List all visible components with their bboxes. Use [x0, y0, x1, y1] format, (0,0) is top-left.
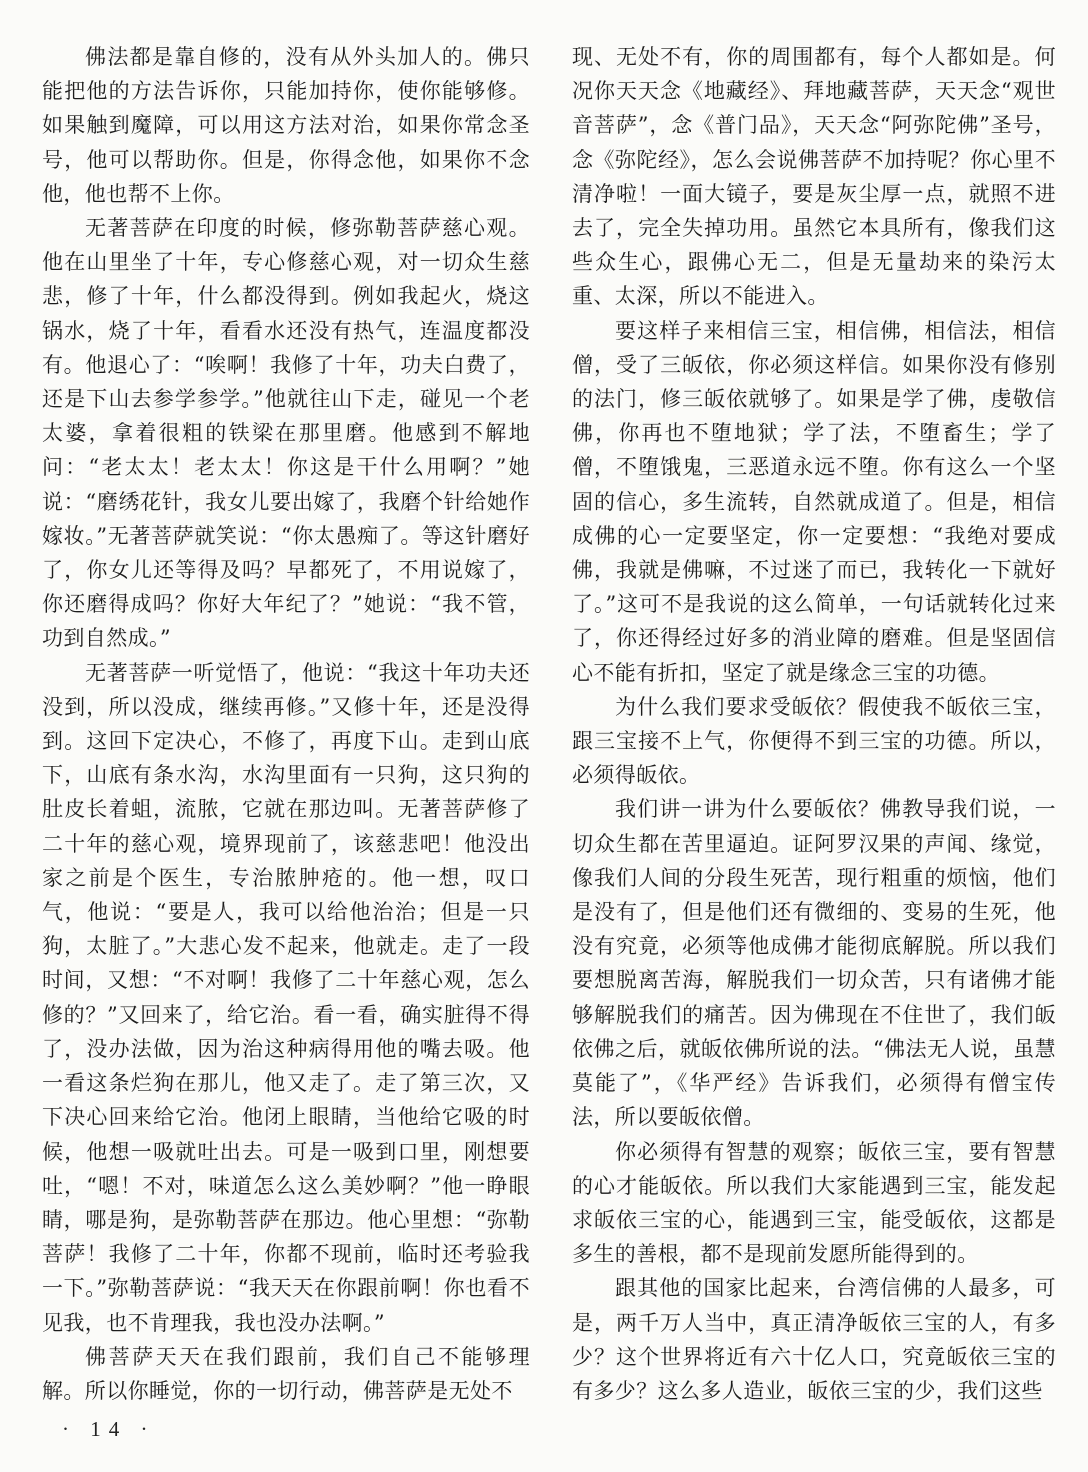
paragraph: 无著菩萨一听觉悟了，他说：“我这十年功夫还没到，所以没成，继续再修。”又修十年，还是没得到。这回下定决心，不修了，再度下山。走到山底下，山底有条水沟，水沟里面有一只狗，这只狗的肚皮长着蛆，流脓，它就在那边叫。无著菩萨修了二十年的慈心观，境界现前了，该慈悲吧！他没出家之前是个医生，专治脓肿疮的。他一想，叹口气，他说：“要是人，我可以给他治治；但是一只狗，太脏了。”大悲心发不起来，他就走。走了一段时间，又想：“不对啊！我修了二十年慈心观，怎么修的？”又回来了，给它治。看一看，确实脏得不得了，没办法做，因为治这种病得用他的嘴去吸。他一看这条烂狗在那儿，他又走了。走了第三次，又下决心回来给它治。他闭上眼睛，当他给它吸的时候，他想一吸就吐出去。可是一吸到口里，刚想要吐，“嗯！不对，味道怎么这么美妙啊？”他一睁眼睛，哪是狗，是弥勒菩萨在那边。他心里想：“弥勒菩萨！我修了二十年，你都不现前，临时还考验我一下。”弥勒菩萨说：“我天天在你跟前啊！你也看不见我，也不肯理我，我也没办法啊。” — [42, 660, 530, 1335]
page-number: · 14 · — [62, 1417, 156, 1441]
paragraph: 佛菩萨天天在我们跟前，我们自己不能够理解。所以你睡觉，你的一切行动，佛菩萨是无处不 — [42, 1344, 530, 1403]
paragraph: 佛法都是靠自修的，没有从外头加人的。佛只能把他的方法告诉你，只能加持你，使你能够修。如果触到魔障，可以用这方法对治，如果你常念圣号，他可以帮助你。但是，你得念他，如果你不念他，他也帮不上你。 — [42, 45, 530, 206]
paragraph-continued: 现、无处不有，你的周围都有，每个人都如是。何况你天天念《地藏经》、拜地藏菩萨，天天念“观世音菩萨”，念《普门品》，天天念“阿弥陀佛”圣号，念《弥陀经》，怎么会说佛菩萨不加持呢？你心里不清净啦！一面大镜子，要是灰尘厚一点，就照不进去了，完全失掉功用。虽然它本具所有，像我们这些众生心，跟佛心无二，但是无量劫来的染污太重、太深，所以不能进入。 — [572, 45, 1056, 309]
paragraph: 为什么我们要求受皈依？假使我不皈依三宝，跟三宝接不上气，你便得不到三宝的功德。所以，必须得皈依。 — [572, 694, 1056, 788]
right-text-column — [572, 40, 1056, 1408]
left-text-column — [42, 40, 530, 1408]
paragraph: 我们讲一讲为什么要皈依？佛教导我们说，一切众生都在苦里逼迫。证阿罗汉果的声闻、缘觉，像我们人间的分段生死苦，现行粗重的烦恼，他们是没有了，但是他们还有微细的、变易的生死，他没有究竟，必须等他成佛才能彻底解脱。所以我们要想脱离苦海，解脱我们一切众苦，只有诸佛才能够解脱我们的痛苦。因为佛现在不住世了，我们皈依佛之后，就皈依佛所说的法。“佛法无人说，虽慧莫能了”，《华严经》告诉我们，必须得有僧宝传法，所以要皈依僧。 — [572, 797, 1056, 1130]
paragraph: 无著菩萨在印度的时候，修弥勒菩萨慈心观。他在山里坐了十年，专心修慈心观，对一切众生慈悲，修了十年，什么都没得到。例如我起火，烧这锅水，烧了十年，看看水还没有热气，连温度都没有。他退心了：“唉啊！我修了十年，功夫白费了，还是下山去参学参学。”他就往山下走，碰见一个老太婆，拿着很粗的铁梁在那里磨。他感到不解地问：“老太太！老太太！你这是干什么用啊？”她说：“磨绣花针，我女儿要出嫁了，我磨个针给她作嫁妆。”无著菩萨就笑说：“你太愚痴了。等这针磨好了，你女儿还等得及吗？早都死了，不用说嫁了，你还磨得成吗？你好大年纪了？”她说：“我不管，功到自然成。” — [42, 216, 530, 651]
paragraph: 要这样子来相信三宝，相信佛，相信法，相信僧，受了三皈依，你必须这样信。如果你没有修别的法门，修三皈依就够了。如果是学了佛，虔敬信佛，你再也不堕地狱；学了法，不堕畜生；学了僧，不堕饿鬼，三恶道永远不堕。你有这么一个坚固的信心，多生流转，自然就成道了。但是，相信成佛的心一定要坚定，你一定要想：“我绝对要成佛，我就是佛嘛，不过迷了而已，我转化一下就好了。”这可不是我说的这么简单，一句话就转化过来了，你还得经过好多的消业障的磨难。但是坚固信心不能有折扣，坚定了就是缘念三宝的功德。 — [572, 318, 1056, 685]
paragraph: 你必须得有智慧的观察；皈依三宝，要有智慧的心才能皈依。所以我们大家能遇到三宝，能发起求皈依三宝的心，能遇到三宝，能受皈依，这都是多生的善根，都不是现前发愿所能得到的。 — [572, 1139, 1056, 1267]
paragraph: 跟其他的国家比起来，台湾信佛的人最多，可是，两千万人当中，真正清净皈依三宝的人，有多少？这个世界将近有六十亿人口，究竟皈依三宝的有多少？这么多人造业，皈依三宝的少，我们这些 — [572, 1276, 1056, 1403]
